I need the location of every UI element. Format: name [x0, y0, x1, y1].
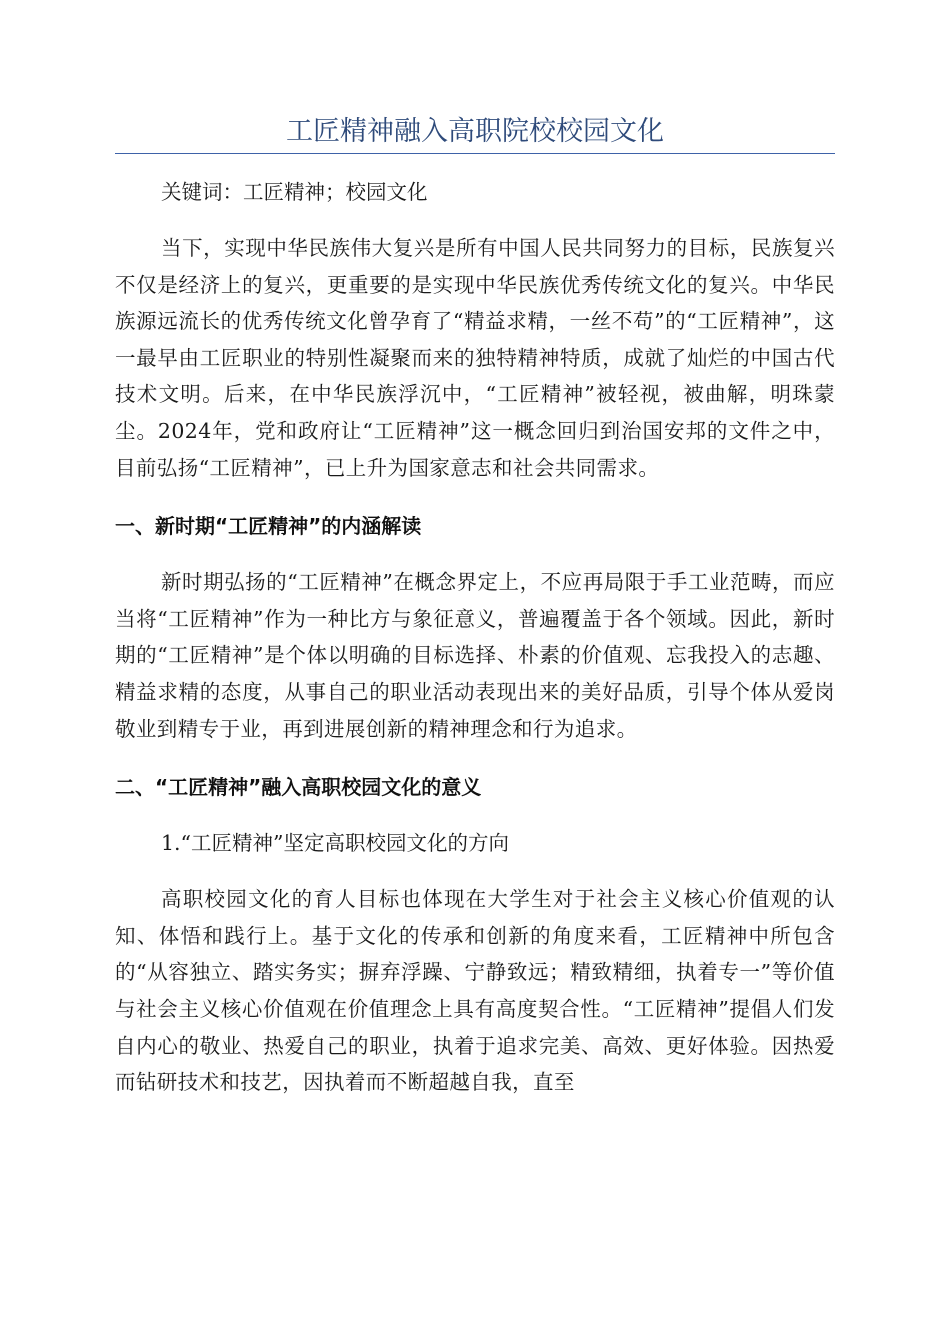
section-2-heading: 二、“工匠精神”融入高职校园文化的意义	[115, 775, 482, 800]
section-1-heading: 一、新时期“工匠精神”的内涵解读	[115, 514, 422, 539]
intro-paragraph: 当下，实现中华民族伟大复兴是所有中国人民共同努力的目标，民族复兴不仅是经济上的复兴，更重要的是实现中华民族优秀传统文化的复兴。中华民族源远流长的优秀传统文化曾孕育了“精益求精，一丝不苟”的“工匠精神”，这一最早由工匠职业的特别性凝聚而来的独特精神特质，成就了灿烂的中国古代技术文明。后来，在中华民族浮沉中，“工匠精神”被轻视，被曲解，明珠蒙尘。2024年，党和政府让“工匠精神”这一概念回归到治国安邦的文件之中，目前弘扬“工匠精神”，已上升为国家意志和社会共同需求。	[115, 236, 835, 480]
keywords-line: 关键词：工匠精神；校园文化	[161, 180, 428, 204]
section-2-paragraph: 高职校园文化的育人目标也体现在大学生对于社会主义核心价值观的认知、体悟和践行上。基于文化的传承和创新的角度来看，工匠精神中所包含的“从容独立、踏实务实；摒弃浮躁、宁静致远；精致精细，执着专一”等价值与社会主义核心价值观在价值理念上具有高度契合性。“工匠精神”提倡人们发自内心的敬业、热爱自己的职业，执着于追求完美、高效、更好体验。因热爱而钻研技术和技艺，因执着而不断超越自我，直至	[115, 887, 835, 1095]
document-body	[115, 174, 835, 1101]
section-2-subheading: 1.“工匠精神”坚定高职校园文化的方向	[161, 831, 510, 856]
section-1-paragraph: 新时期弘扬的“工匠精神”在概念界定上，不应再局限于手工业范畴，而应当将“工匠精神”作为一种比方与象征意义，普遍覆盖于各个领域。因此，新时期的“工匠精神”是个体以明确的目标选择、朴素的价值观、忘我投入的志趣、精益求精的态度，从事自己的职业活动表现出来的美好品质，引导个体从爱岗敬业到精专于业，再到进展创新的精神理念和行为追求。	[115, 570, 835, 741]
title-underline	[115, 153, 835, 154]
document-title: 工匠精神融入高职院校校园文化	[286, 116, 664, 147]
